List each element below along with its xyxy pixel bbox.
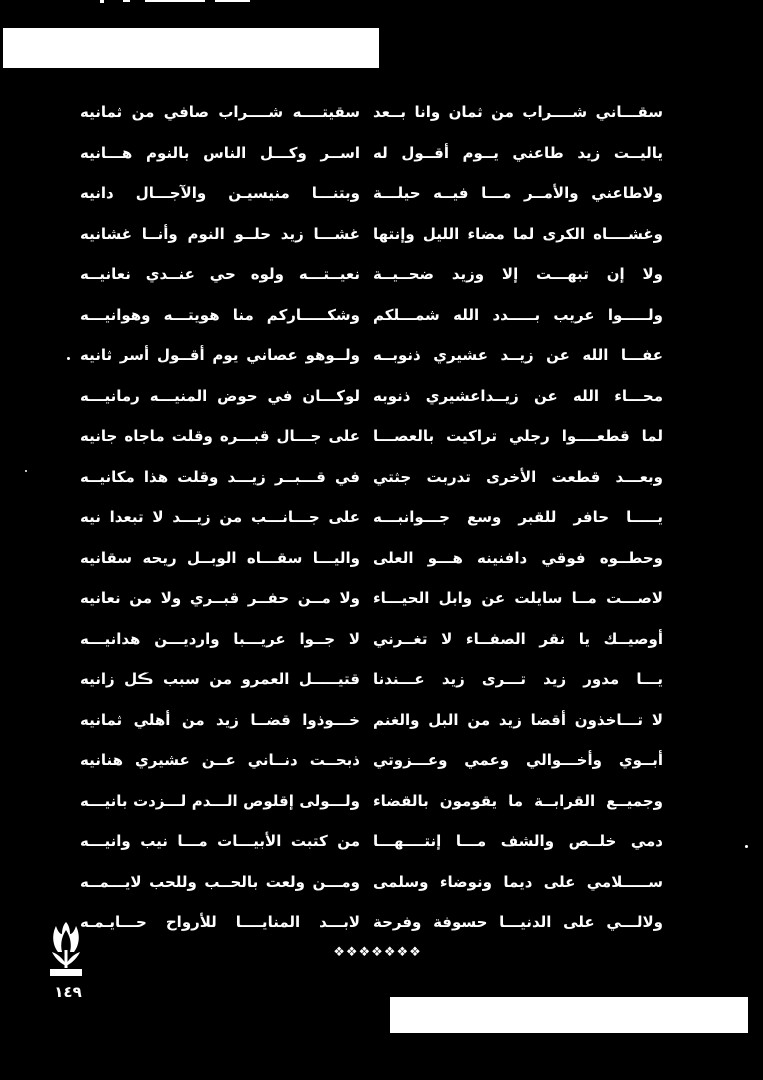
verse-line	[60, 420, 675, 461]
first-hemistich: ولالـــي على الدنيـــا حسوفة وفرحة	[373, 913, 663, 931]
second-hemistich: لوكـــان في حوض المنيـــه رمانيـــه	[80, 386, 360, 405]
scan-speck	[25, 470, 27, 472]
verse-line	[60, 501, 675, 542]
second-hemistich: اســر وكـــل الناس بالنوم هـــانيه	[80, 143, 360, 162]
verse-line	[60, 866, 675, 907]
verse-line	[60, 177, 675, 218]
verse-line	[60, 96, 675, 137]
verse-line	[60, 137, 675, 178]
verse-line	[60, 299, 675, 340]
second-hemistich: لا جــوا عريـــبا وارديـــن هدانيـــه	[80, 629, 360, 648]
verse-line	[60, 218, 675, 259]
second-hemistich: على جـــانـــب من زيـــد لا تبعدا نيه	[80, 508, 360, 526]
second-hemistich: ولـــولى إقلوص الـــدم لـــزدت بانيـــه	[80, 791, 360, 810]
scan-speck	[67, 357, 70, 360]
first-hemistich: ولـــــوا عريب بـــــدد الله شمـــلكم	[373, 305, 663, 324]
first-hemistich: لا تـــاخذون أقضا زيد من البل والغنم	[373, 710, 663, 729]
second-hemistich: وبتنـــا منيسيـن والآجـــال دانيه	[80, 184, 360, 202]
second-hemistich: من كتبت الأبيـــات مـــا نيب وانيـــه	[80, 832, 360, 850]
first-hemistich: لاصـــت مــا سايلت عن وابل الحيـــاء	[373, 589, 663, 607]
verse-line	[60, 785, 675, 826]
first-hemistich: أبــوي وأخـــوالي وعمي وعـــزوتي	[373, 751, 663, 769]
second-hemistich: ولا مــن حفــر قبــري ولا من نعانيه	[80, 589, 360, 607]
second-hemistich: ذبحــت دنــاني عــن عشيري هنانيه	[80, 751, 360, 769]
verse-line	[60, 582, 675, 623]
second-hemistich: ولــوهو عصاني يوم أقــول أسر ثانيه	[80, 346, 360, 364]
first-hemistich: عفـــا الله عن زيــد عشيري ذنوبــه	[373, 346, 663, 364]
first-hemistich: ياليــت زيد طاعني يــوم أقــول له	[373, 143, 663, 162]
first-hemistich: لما قطعــــوا رجلي تراكيت بالعصـــا	[373, 427, 663, 445]
second-hemistich: على جـــال قبـــره وقلت ماجاه جانيه	[80, 427, 360, 445]
verse-line	[60, 744, 675, 785]
first-hemistich: دمي خلــص والشف مـــا إنتــــهـــا	[373, 832, 663, 850]
header-white-box	[3, 28, 379, 68]
second-hemistich: نعيــتـــه ولوه حي عنــدي نعانيــه	[80, 265, 360, 283]
first-hemistich: ســـــلامي على ديما ونوضاء وسلمى	[373, 872, 663, 891]
second-hemistich: قتيـــــل العمرو من سبب ڪل زانيه	[80, 670, 360, 688]
first-hemistich: وجميــع القرابــة ما يقومون بالقضاء	[373, 791, 663, 810]
first-hemistich: أوصيــك يا نقر الصفــاء لا تغــرني	[373, 629, 663, 648]
verse-line	[60, 380, 675, 421]
second-hemistich: خـــوذوا قضــا زيد من أهلي ثمانيه	[80, 710, 360, 729]
verse-line	[60, 906, 675, 947]
verse-line	[60, 339, 675, 380]
verse-line	[60, 461, 675, 502]
verse-line	[60, 825, 675, 866]
second-hemistich: في قـــبــر زيـــد وقلت هذا مكانيــه	[80, 467, 360, 486]
verse-line	[60, 258, 675, 299]
star-ornament-divider: ❖❖❖❖❖❖❖	[333, 945, 422, 960]
first-hemistich: ولاطاعني والأمــر مـــا فيــه حيلـــة	[373, 184, 663, 202]
poem	[60, 96, 675, 947]
first-hemistich: سقـــاني شــــراب من ثمان وانا بــعد	[373, 103, 663, 121]
first-hemistich: وبعـــد قطعت الأخرى تدربت جثتي	[373, 467, 663, 486]
verse-line	[60, 623, 675, 664]
second-hemistich: واليـــا سقـــاه الوبــل ريحه سقانيه	[80, 548, 360, 567]
verse-line	[60, 663, 675, 704]
scan-speck	[745, 845, 748, 848]
first-hemistich: محـــاء الله عن زيــداعشيري ذنوبه	[373, 386, 663, 405]
verse-line	[60, 704, 675, 745]
first-hemistich: يـــا مدور زيد تـــرى زيد عـــندنا	[373, 670, 663, 688]
verse-line	[60, 542, 675, 583]
first-hemistich: ولا إن تبهـــت إلا وزيد ضحــيــة	[373, 265, 663, 283]
second-hemistich: وشكـــــاركم منا هويتـــه وهوانيـــه	[80, 305, 360, 324]
second-hemistich: سقيتــــه شــــراب صافي من ثمانيه	[80, 103, 360, 121]
first-hemistich: وحطــوه فوقي دافنينه هـــو العلى	[373, 548, 663, 567]
first-hemistich: وغشــــاه الكرى لما مضاء الليل وإنتها	[373, 224, 663, 243]
tulip-icon	[48, 922, 84, 978]
first-hemistich: يـــــا حافر للقبر وسع جـــوانبـــه	[373, 508, 663, 526]
footer-white-box	[390, 997, 748, 1033]
second-hemistich: ومـــن ولعت بالحــب وللحب لايـــمــه	[80, 872, 360, 891]
second-hemistich: غشـــا زيد حلــو النوم وأنــا غشانيه	[80, 224, 360, 243]
page-number: ١٤٩	[54, 983, 82, 1001]
second-hemistich: لابـــد المنايــــا للأرواح حـــايـمـه	[80, 913, 360, 931]
top-edge-specks	[95, 0, 295, 5]
